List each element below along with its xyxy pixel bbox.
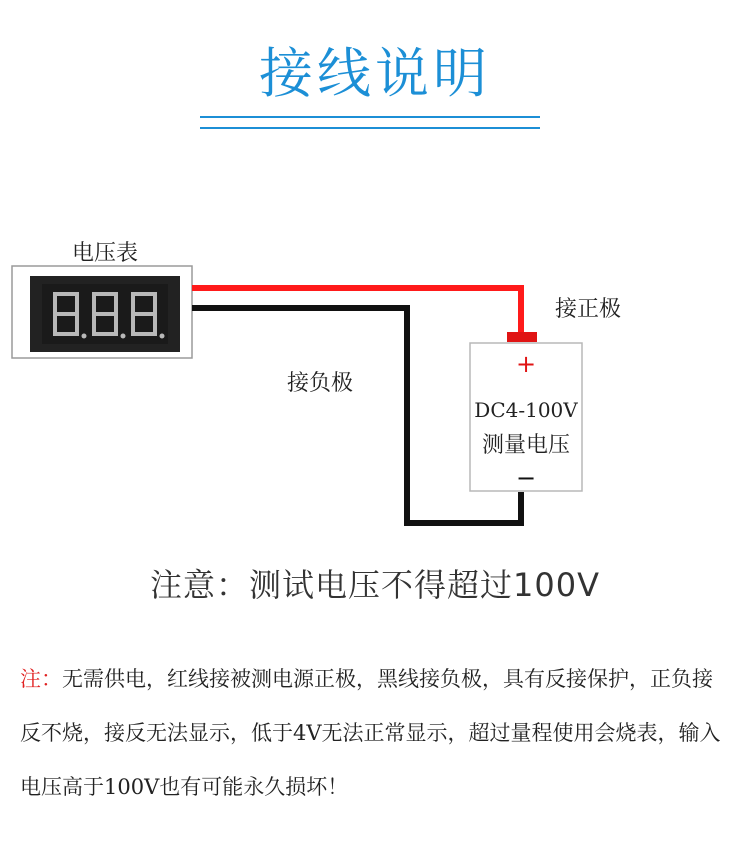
positive-label: 接正极 [555,297,622,322]
note-text: 无需供电，红线接被测电源正极，黑线接负极，具有反接保护，正负接反不烧，接反无法显示，低于4V无法正常显示，超过量程使用会烧表，输入电压高于100V也有可能永久损坏！ [20,667,721,799]
voltmeter-label: 电压表 [72,241,139,266]
positive-terminal [507,332,537,342]
box-minus-sign: − [515,464,537,492]
voltage-warning: 注意：测试电压不得超过100V [150,566,600,604]
voltage-range: DC4-100V [474,398,578,422]
note-paragraph [20,652,728,814]
note-prefix: 注： [20,667,62,691]
negative-label: 接负极 [287,371,354,396]
decimal-point-2 [121,334,126,339]
page-title: 接线说明 [259,42,491,105]
measured-voltage-label: 测量电压 [481,433,570,458]
decimal-point-3 [160,334,165,339]
decimal-point-1 [82,334,87,339]
box-plus-sign: + [515,350,537,378]
